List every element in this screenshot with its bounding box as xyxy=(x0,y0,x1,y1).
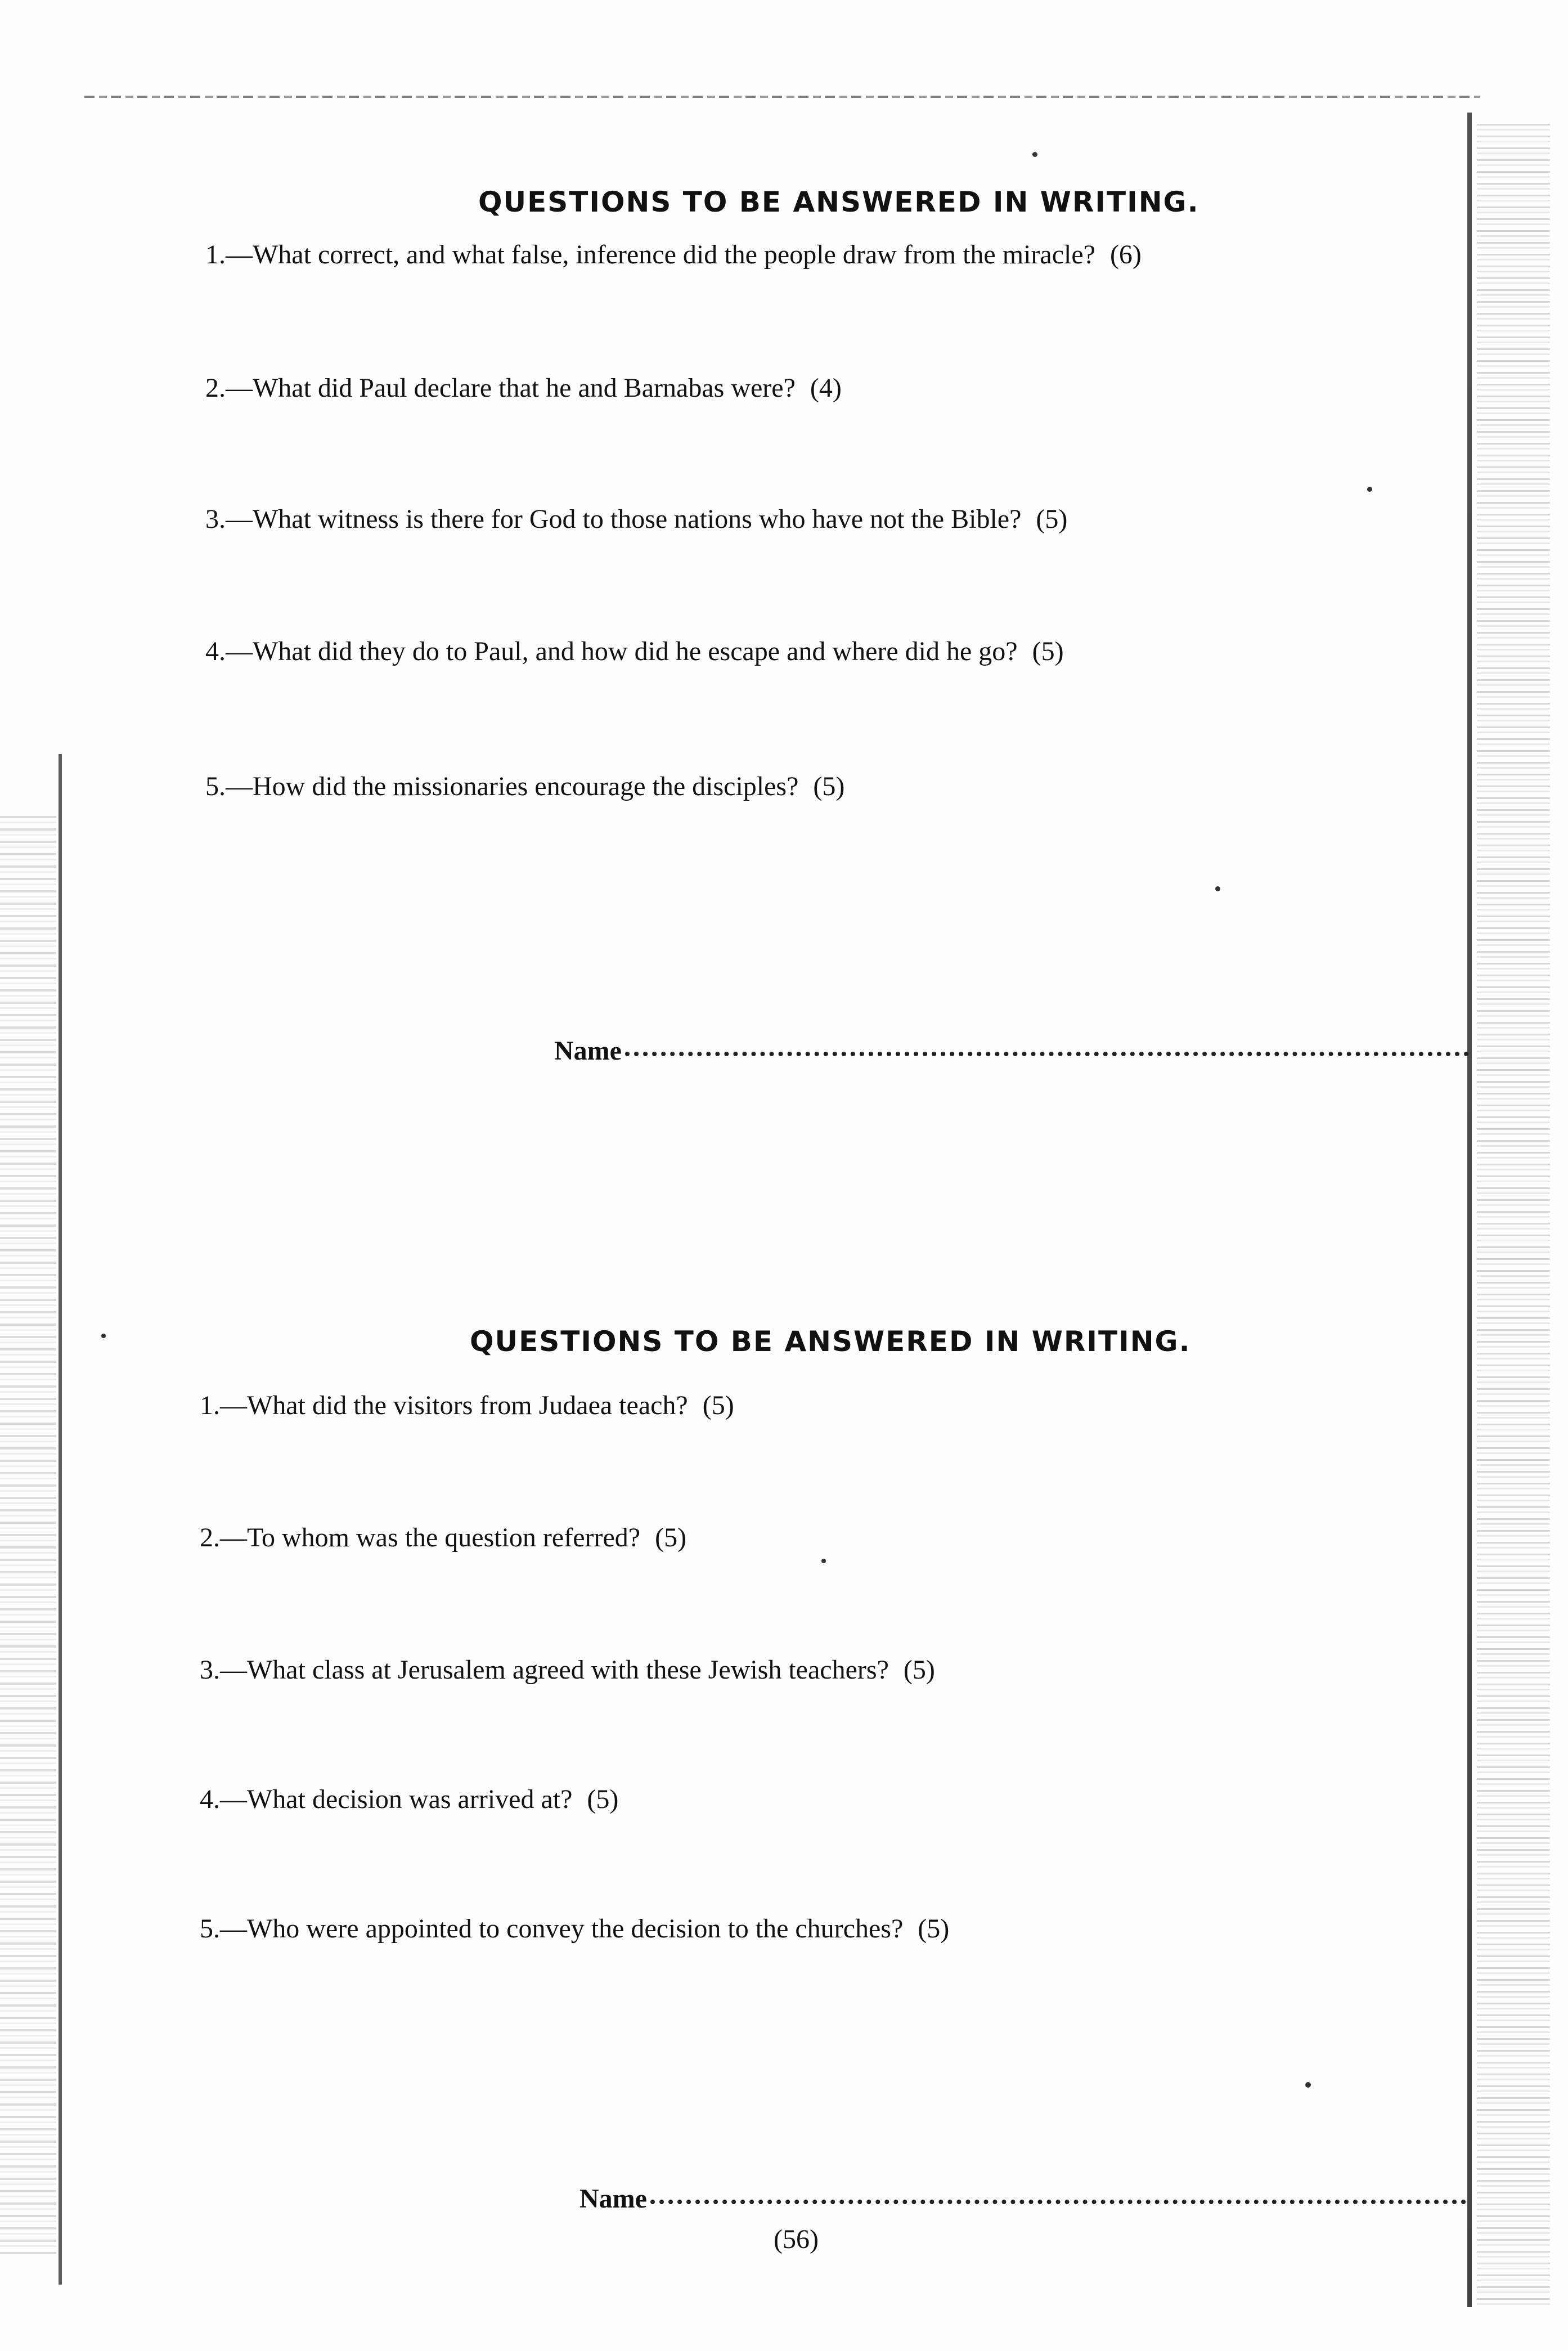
name-dotted-line xyxy=(625,1052,1469,1056)
question-number: 3. xyxy=(200,1655,220,1685)
section-2-question-4 xyxy=(200,1784,618,1815)
page-right-border xyxy=(1467,113,1472,2307)
question-number: 2. xyxy=(205,373,226,403)
question-number: 4. xyxy=(205,636,226,666)
question-text: —What class at Jerusalem agreed with these Jewish teachers? xyxy=(220,1655,889,1685)
question-text: —What decision was arrived at? xyxy=(220,1784,573,1814)
question-number: 4. xyxy=(200,1784,220,1814)
page-left-speckle xyxy=(0,816,56,2256)
page-left-border xyxy=(59,754,62,2285)
scan-speck xyxy=(1032,152,1037,157)
name-label: Name xyxy=(554,1036,622,1066)
section-1-question-3 xyxy=(205,504,1067,535)
section-2-heading: QUESTIONS TO BE ANSWERED IN WRITING. xyxy=(470,1325,1191,1358)
question-number: 2. xyxy=(200,1523,220,1553)
question-points: (5) xyxy=(918,1914,950,1944)
scan-speck xyxy=(1367,487,1372,492)
question-points: (5) xyxy=(903,1655,935,1685)
section-1-question-5 xyxy=(205,771,844,802)
section-2-question-5 xyxy=(200,1913,949,1944)
question-number: 5. xyxy=(200,1914,220,1944)
section-1-question-2 xyxy=(205,373,842,403)
question-number: 5. xyxy=(205,771,226,801)
section-1-question-4 xyxy=(205,636,1064,667)
question-points: (6) xyxy=(1109,240,1142,270)
scan-speck xyxy=(101,1334,106,1338)
question-points: (5) xyxy=(813,771,845,801)
question-text: —Who were appointed to convey the decision to the churches? xyxy=(220,1914,904,1944)
section-1-name-line[interactable] xyxy=(554,1035,1469,1066)
scan-speck xyxy=(1215,886,1220,891)
question-points: (5) xyxy=(702,1390,734,1420)
section-2-name-line[interactable] xyxy=(579,2183,1466,2214)
name-label: Name xyxy=(579,2184,647,2214)
page-right-speckle xyxy=(1477,124,1550,2307)
question-number: 1. xyxy=(200,1390,220,1420)
question-text: —What witness is there for God to those nations who have not the Bible? xyxy=(226,504,1022,534)
question-number: 3. xyxy=(205,504,226,534)
question-points: (5) xyxy=(655,1523,687,1553)
question-points: (5) xyxy=(1032,636,1064,666)
question-points: (5) xyxy=(587,1784,619,1814)
scan-speck xyxy=(1305,2082,1311,2088)
question-text: —What did Paul declare that he and Barnabas were? xyxy=(226,373,796,403)
question-text: —What did the visitors from Judaea teach? xyxy=(220,1390,688,1420)
question-text: —What did they do to Paul, and how did he escape and where did he go? xyxy=(226,636,1018,666)
page-number: (56) xyxy=(774,2224,819,2254)
question-text: —To whom was the question referred? xyxy=(220,1523,641,1553)
question-points: (4) xyxy=(810,373,842,403)
question-number: 1. xyxy=(205,240,226,270)
question-text: —What correct, and what false, inference did the people draw from the miracle? xyxy=(226,240,1095,270)
page-top-edge xyxy=(84,96,1480,98)
name-dotted-line xyxy=(650,2200,1466,2204)
question-points: (5) xyxy=(1036,504,1068,534)
section-1-question-1 xyxy=(205,239,1142,270)
section-1-heading: QUESTIONS TO BE ANSWERED IN WRITING. xyxy=(478,186,1199,218)
question-text: —How did the missionaries encourage the disciples? xyxy=(226,771,799,801)
scan-speck xyxy=(821,1559,826,1563)
section-2-question-2 xyxy=(200,1522,686,1553)
section-2-question-3 xyxy=(200,1654,935,1685)
section-2-question-1 xyxy=(200,1390,734,1421)
